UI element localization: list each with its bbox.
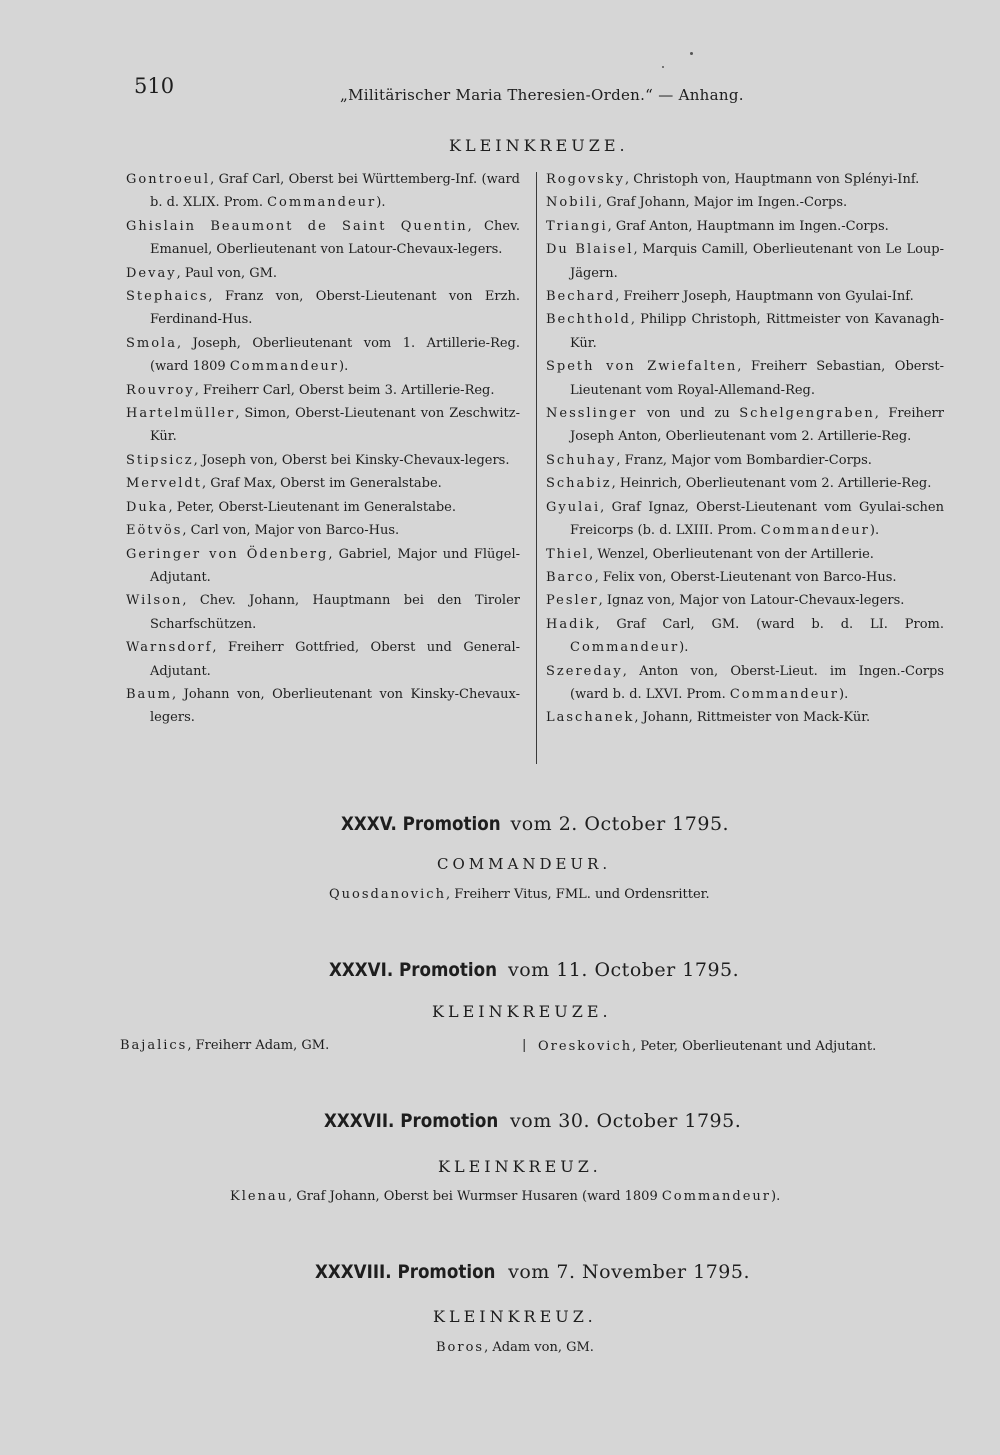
section-heading-commandeur: COMMANDEUR.	[437, 855, 612, 873]
list-item	[126, 402, 520, 449]
list-item	[546, 215, 944, 238]
list-item	[546, 449, 944, 472]
entry-text: , Freiherr Adam, GM.	[187, 1038, 330, 1053]
list-item	[120, 1038, 329, 1053]
entry-text: , Franz, Major vom Bombardier-Corps.	[616, 452, 872, 468]
entry-text: , Philipp Christoph, Rittmeister von Kavanagh-Kür.	[570, 312, 944, 351]
entry-title: Commandeur	[729, 686, 840, 702]
right-column	[546, 168, 944, 730]
entry-name: Ghislain Beaumont de Saint Quentin	[126, 218, 468, 234]
promotion-heading-xxxv	[341, 813, 729, 835]
entry-name: Hartelmüller	[126, 406, 236, 422]
page-number: 510	[134, 74, 175, 98]
promotion-date: vom 11. October 1795.	[507, 959, 740, 981]
promotion-number: XXXVIII. Promotion	[315, 1261, 496, 1283]
entry-name: Baum	[126, 686, 173, 702]
entry-name: Schuhay	[546, 452, 617, 468]
running-head: „Militärischer Maria Theresien-Orden.“ — Anhang.	[340, 86, 744, 104]
promotion-date: vom 30. October 1795.	[510, 1110, 742, 1132]
promotion-date: vom 7. November 1795.	[508, 1261, 751, 1283]
entry-text: , Peter, Oberlieutenant und Adjutant.	[632, 1039, 877, 1054]
entry-name: Triangi	[546, 218, 608, 234]
promotion-date: vom 2. October 1795.	[510, 813, 730, 835]
entry-name: Hadik	[546, 616, 596, 632]
entry-name: Pesler	[546, 593, 599, 609]
entry-name: Gyulai	[546, 499, 601, 515]
entry-name: Rouvroy	[126, 382, 195, 398]
entry-text: , Christoph von, Hauptmann von Splényi-Inf.	[625, 172, 920, 187]
entry-text: , Adam von, GM.	[484, 1340, 594, 1355]
list-item	[126, 285, 520, 332]
entry-title: Commandeur	[760, 523, 870, 539]
promotion-heading-xxxvii	[324, 1110, 741, 1132]
entry-name: Thiel	[546, 546, 590, 562]
entry-name: Bechthold	[546, 312, 631, 328]
entry-name: Bajalics	[120, 1038, 188, 1053]
entry-text: , Freiherr Gottfried, Oberst und General-Adjutant.	[150, 640, 520, 679]
entry-text: , Paul von, GM.	[176, 265, 278, 281]
list-item	[126, 636, 520, 683]
entry-name: Schabiz	[546, 476, 612, 492]
entry-text: , Freiherr Joseph Anton, Oberlieutenant vom 2. Artillerie-Reg.	[570, 406, 944, 445]
entry-name: Smola	[126, 335, 177, 351]
entry-title: Schelgengraben	[739, 406, 875, 422]
list-item	[126, 683, 520, 730]
list-item	[546, 308, 944, 355]
entry-text: , Joseph von, Oberst bei Kinsky-Chevaux-legers.	[193, 452, 510, 468]
list-item	[546, 589, 944, 612]
entry-text: , Graf Johann, Oberst bei Wurmser Husaren (ward 1809	[288, 1189, 662, 1204]
entry-title: Commandeur	[267, 195, 377, 211]
entry-name: Gontroeul	[126, 172, 211, 187]
entry-text: ).	[869, 523, 880, 539]
entry-name: Szereday	[546, 663, 623, 679]
list-item	[126, 496, 520, 519]
entry-name: Nobili	[546, 195, 598, 211]
entry-text: , Joseph, Oberlieutenant vom 1. Artillerie-Reg. (ward 1809	[150, 335, 520, 375]
list-item	[546, 660, 944, 707]
entry-text: , Graf Anton, Hauptmann im Ingen.-Corps.	[607, 218, 889, 234]
entry-name: Laschanek	[546, 710, 635, 726]
print-speck	[662, 66, 664, 68]
entry-text: von und zu	[637, 406, 740, 422]
promotion-heading-xxxvi	[329, 959, 739, 981]
entry-name: Oreskovich	[538, 1039, 633, 1054]
print-speck	[690, 52, 693, 55]
entry-name: Speth von Zwiefalten	[546, 359, 738, 375]
entry-name: Du Blaisel	[546, 242, 634, 258]
entry-name: Boros	[436, 1340, 485, 1355]
entry-text: , Freiherr Sebastian, Oberst-Lieutenant vom Royal-Allemand-Reg.	[570, 359, 944, 398]
entry-text: , Chev. Johann, Hauptmann bei den Tiroler Scharfschützen.	[150, 593, 520, 632]
list-item	[126, 472, 520, 495]
entry-name: Klenau	[230, 1189, 289, 1204]
entry-name: Quosdanovich	[329, 887, 446, 902]
entry-name: Stipsicz	[126, 452, 194, 468]
entry-text: , Peter, Oberst-Lieutenant im Generalstabe.	[168, 499, 457, 515]
entry-text: , Anton von, Oberst-Lieut. im Ingen.-Corps (ward b. d. LXVI. Prom.	[570, 663, 944, 702]
entry-text: , Freiherr Joseph, Hauptmann von Gyulai-Inf.	[615, 289, 914, 305]
list-item	[546, 355, 944, 402]
list-item	[546, 472, 944, 495]
left-column	[126, 168, 520, 730]
entry-name: Geringer von Ödenberg	[126, 546, 329, 562]
list-item	[126, 262, 520, 285]
entry-text: , Gabriel, Major und Flügel-Adjutant.	[150, 546, 520, 585]
list-item	[546, 613, 944, 660]
section-heading-kleinkreuze: KLEINKREUZE.	[432, 1002, 612, 1021]
entry-text: ).	[771, 1189, 781, 1204]
promotion-number: XXXVI. Promotion	[329, 959, 498, 981]
list-item	[538, 1039, 876, 1054]
entry-text: , Graf Johann, Major im Ingen.-Corps.	[598, 195, 848, 211]
list-item	[546, 285, 944, 308]
entry-text: , Simon, Oberst-Lieutenant von Zeschwitz-Kür.	[150, 406, 520, 445]
entry-text: , Heinrich, Oberlieutenant vom 2. Artillerie-Reg.	[611, 476, 932, 492]
promotion-heading-xxxviii	[315, 1261, 750, 1283]
list-item	[546, 402, 944, 449]
promotion-number: XXXVII. Promotion	[324, 1110, 499, 1132]
entry-text: , Marquis Camill, Oberlieutenant von Le Loup-Jägern.	[570, 242, 944, 281]
entry-text: , Chev. Emanuel, Oberlieutenant von Latour-Chevaux-legers.	[150, 218, 521, 258]
list-item	[546, 566, 944, 589]
entry-name: Stephaics	[126, 289, 209, 305]
section-heading-kleinkreuz: KLEINKREUZ.	[438, 1157, 602, 1176]
section-heading-kleinkreuze: KLEINKREUZE.	[449, 136, 629, 155]
entry-text: , Graf Ignaz, Oberst-Lieutenant vom Gyulai-schen Freicorps (b. d. LXIII. Prom.	[570, 499, 944, 539]
entry-title: Commandeur	[570, 640, 680, 656]
entry-text: ).	[679, 640, 689, 656]
entry-title: Commandeur	[229, 359, 339, 375]
section-heading-kleinkreuz: KLEINKREUZ.	[433, 1307, 597, 1326]
entry-text: , Franz von, Oberst-Lieutenant von Erzh. Ferdinand-Hus.	[150, 289, 520, 328]
list-item	[546, 706, 944, 729]
entry-text: , Graf Carl, GM. (ward b. d. LI. Prom.	[595, 616, 944, 632]
entry-name: Warnsdorf	[126, 640, 213, 656]
list-item	[126, 168, 520, 215]
entry-text: , Wenzel, Oberlieutenant von der Artillerie.	[589, 546, 874, 562]
entry-name: Duka	[126, 499, 169, 515]
list-item	[546, 496, 944, 543]
list-item	[126, 215, 520, 262]
entry-name: Rogovsky	[546, 172, 626, 187]
entry-text: , Freiherr Carl, Oberst beim 3. Artillerie-Reg.	[194, 382, 495, 398]
list-item	[436, 1340, 594, 1355]
entry-text: , Graf Max, Oberst im Generalstabe.	[201, 476, 442, 492]
list-item	[126, 332, 520, 379]
entry-name: Barco	[546, 569, 595, 585]
entry-text: , Johann, Rittmeister von Mack-Kür.	[634, 710, 871, 726]
entry-text: , Ignaz von, Major von Latour-Chevaux-legers.	[598, 593, 905, 609]
entry-text: , Felix von, Oberst-Lieutenant von Barco-Hus.	[594, 569, 897, 585]
entry-name: Eötvös	[126, 523, 183, 539]
entry-name: Nesslinger	[546, 406, 638, 422]
entry-text: ).	[339, 359, 349, 375]
list-item	[126, 379, 520, 402]
column-divider	[536, 172, 537, 764]
list-item	[126, 543, 520, 590]
list-item	[546, 191, 944, 214]
entry-name: Wilson	[126, 593, 183, 609]
separator-bar: |	[522, 1038, 527, 1053]
list-item	[546, 543, 944, 566]
entry-text: , Freiherr Vitus, FML. und Ordensritter.	[445, 887, 710, 902]
entry-name: Merveldt	[126, 476, 202, 492]
entry-name: Devay	[126, 265, 177, 281]
list-item	[546, 168, 944, 191]
entry-text: , Johann von, Oberlieutenant von Kinsky-Chevaux-legers.	[150, 686, 520, 726]
entry-text: , Graf Carl, Oberst bei Württemberg-Inf. (ward b. d. XLIX. Prom.	[150, 172, 520, 211]
two-column-list	[126, 168, 946, 768]
entry-name: Bechard	[546, 289, 616, 305]
entry-text: ).	[839, 686, 849, 702]
entry-text: ).	[376, 195, 386, 211]
list-item	[230, 1189, 780, 1204]
entry-text: , Carl von, Major von Barco-Hus.	[182, 523, 400, 539]
list-item	[329, 887, 710, 902]
list-item	[126, 589, 520, 636]
list-item	[126, 449, 520, 472]
list-item	[546, 238, 944, 285]
entry-title: Commandeur	[661, 1189, 772, 1204]
promotion-number: XXXV. Promotion	[341, 813, 501, 835]
list-item	[126, 519, 520, 542]
